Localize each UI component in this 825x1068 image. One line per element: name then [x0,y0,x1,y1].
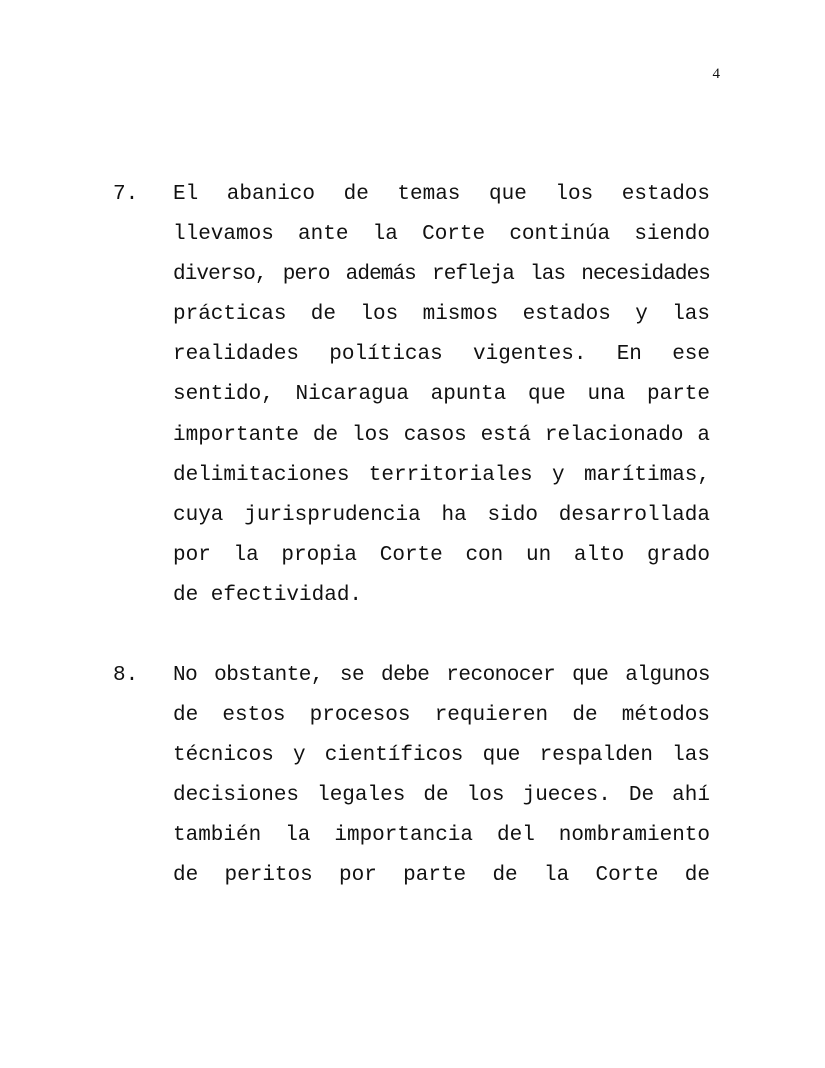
paragraph-line: técnicos y científicos que respalden las [173,744,710,768]
paragraph-number: 8. [113,664,139,687]
paragraph-line: también la importancia del nombramiento [173,824,710,848]
paragraph-line: importante de los casos está relacionado a [173,423,710,447]
paragraph-line: delimitaciones territoriales y marítimas, [173,463,710,487]
paragraph-line: de efectividad. [173,583,363,607]
paragraph-line: sentido, Nicaragua apunta que una parte [173,383,710,407]
paragraph-line: diverso, pero además refleja las necesidades [173,263,710,287]
paragraph-line: prácticas de los mismos estados y las [173,303,710,327]
paragraph-line: decisiones legales de los jueces. De ahí [173,784,710,808]
paragraph-number: 7. [113,183,139,206]
page-number: 4 [712,66,720,82]
paragraph-line: de estos procesos requieren de métodos [173,704,710,728]
paragraph-line: llevamos ante la Corte continúa siendo [173,223,710,247]
paragraph-line: cuya jurisprudencia ha sido desarrollada [173,503,710,527]
paragraph-body [173,656,710,897]
paragraph-line: de peritos por parte de la Corte de [173,864,710,888]
paragraph-line: El abanico de temas que los estados [173,183,710,206]
paragraph-body [173,175,710,616]
paragraph-line: por la propia Corte con un alto grado [173,543,710,567]
paragraph-line: No obstante, se debe reconocer que algunos [173,664,710,687]
paragraph-line: realidades políticas vigentes. En ese [173,343,710,367]
